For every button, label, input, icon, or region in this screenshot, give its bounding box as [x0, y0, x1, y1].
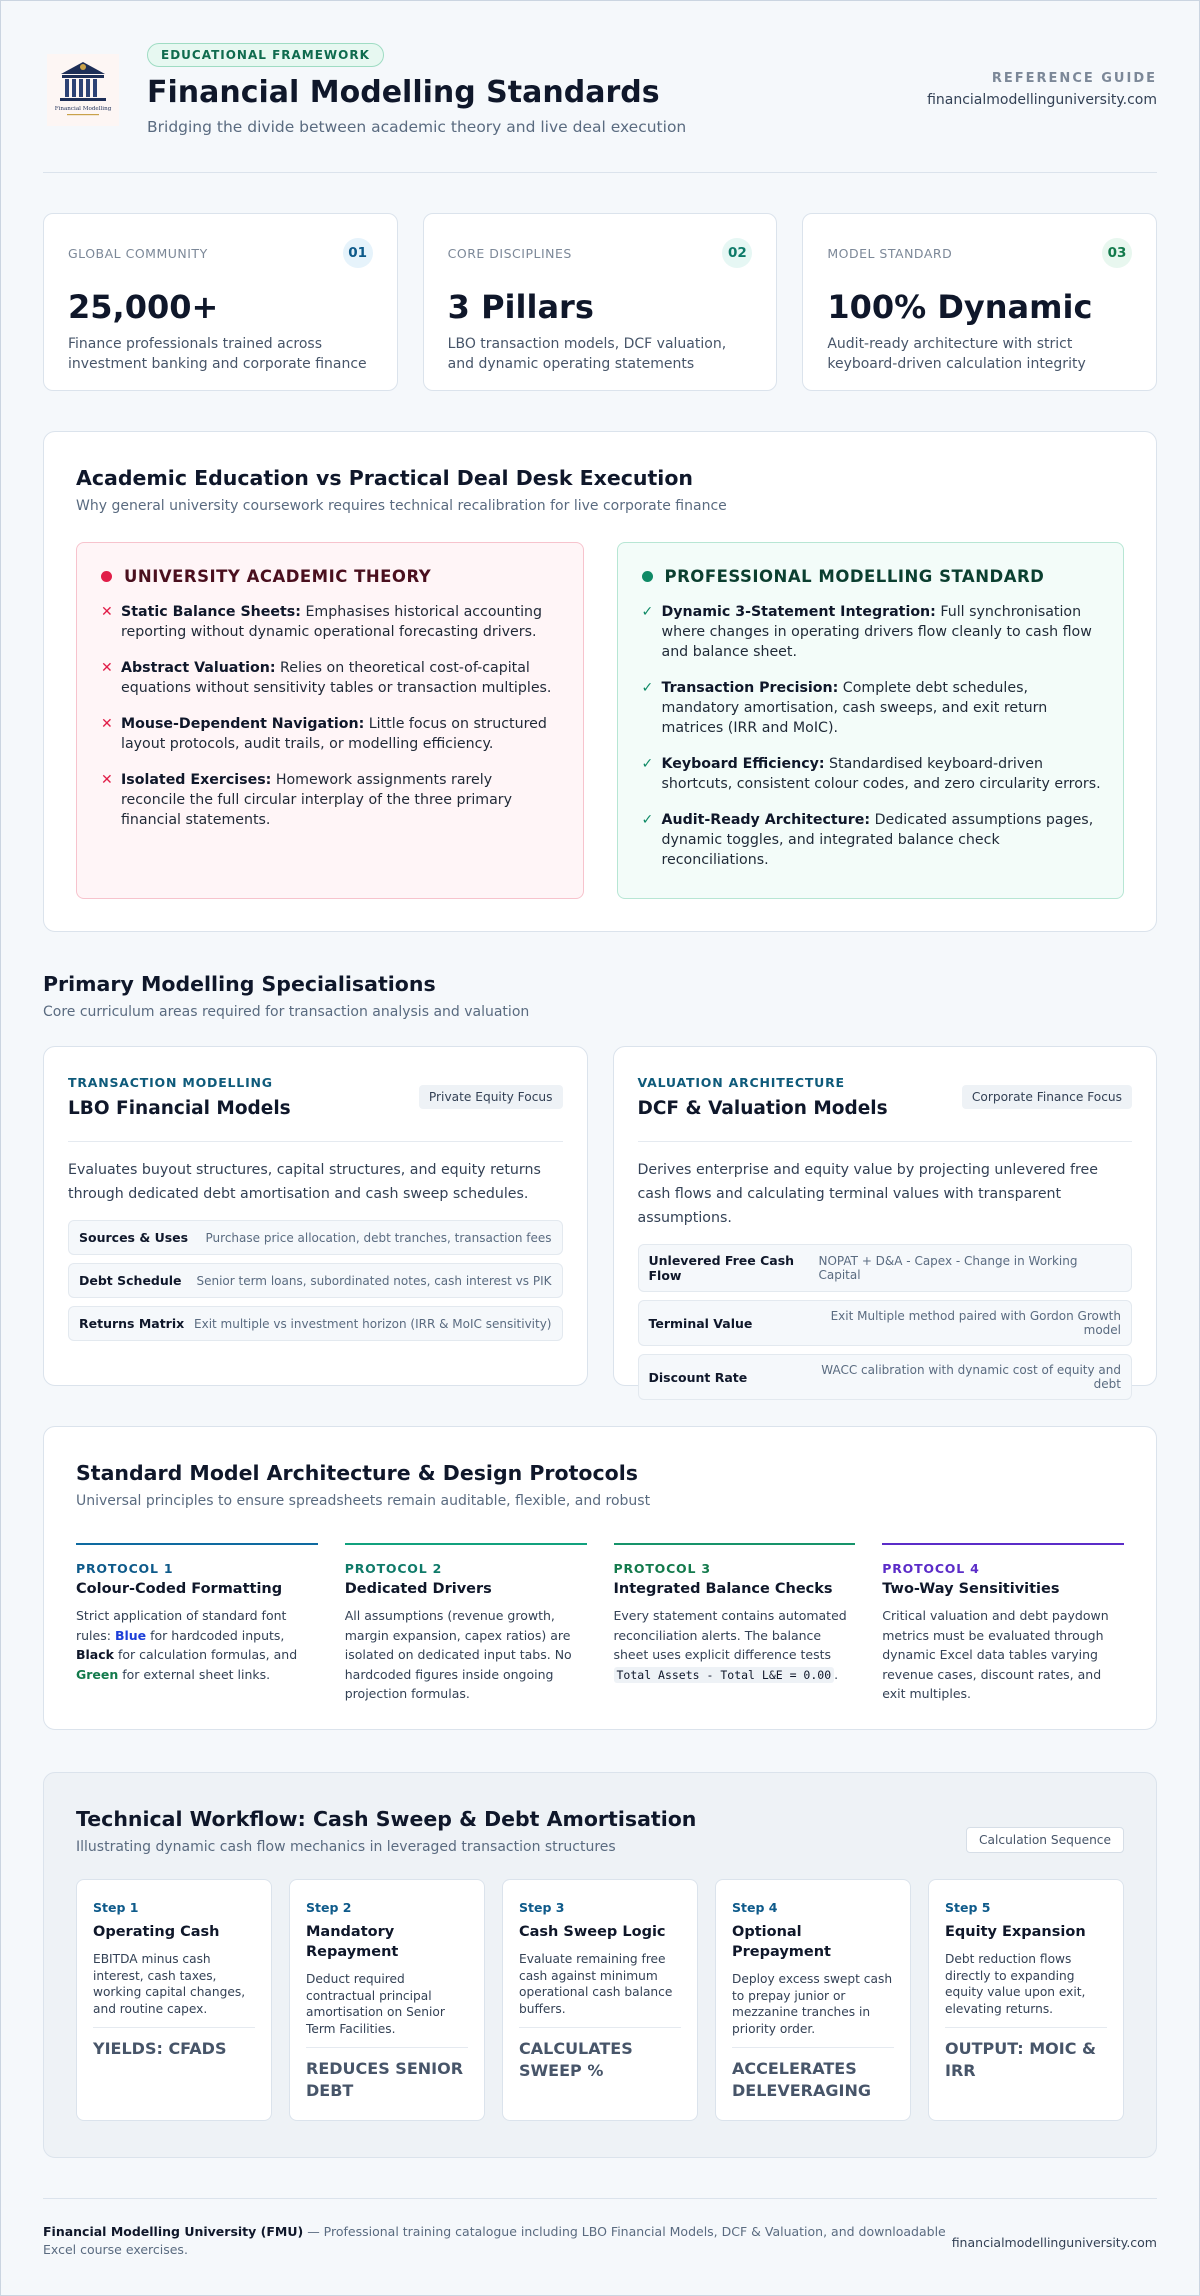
red-dot-icon [101, 571, 112, 582]
protocol-title: Colour-Coded Formatting [76, 1581, 283, 1597]
lbo-card [43, 1046, 588, 1386]
academic-theory-column [76, 542, 584, 899]
row-key: Debt Schedule [79, 1273, 182, 1288]
section-title: Primary Modelling Specialisations [43, 972, 436, 996]
specialisations-section [43, 972, 1157, 1391]
protocol-title: Two-Way Sensitivities [882, 1581, 1060, 1597]
calculation-sequence-pill: Calculation Sequence [966, 1827, 1124, 1853]
cross-icon: ✕ [101, 604, 113, 620]
protocol-description: Critical valuation and debt paydown metrics must be evaluated through dynamic Excel data tables varying revenue cases, discount rates, and exit multiples. [882, 1608, 1109, 1701]
stat-value: 100% Dynamic [827, 288, 1093, 326]
step-output: CALCULATES SWEEP % [519, 2039, 633, 2080]
step-description: EBITDA minus cash interest, cash taxes, working capital changes, and routine capex. [93, 1951, 255, 2028]
step-description: Deduct required contractual principal amortisation on Senior Term Facilities. [306, 1971, 468, 2048]
card-kicker: VALUATION ARCHITECTURE [637, 1075, 845, 1090]
step-title: Equity Expansion [945, 1924, 1086, 1940]
blue-text-label: Blue [114, 1627, 147, 1643]
section-subtitle: Why general university coursework requires technical recalibration for live corporate finance [76, 498, 727, 514]
stat-number-badge: 03 [1102, 238, 1132, 268]
stat-label: GLOBAL COMMUNITY [68, 245, 208, 261]
step-description: Debt reduction flows directly to expanding equity value upon exit, elevating returns. [945, 1951, 1107, 2028]
item-text: Mouse-Dependent Navigation: Little focus on structured layout protocols, audit trails, or modelling efficiency. [121, 716, 547, 752]
step-number: Step 5 [945, 1900, 991, 1915]
balance-check-formula: Total Assets - Total L&E = 0.00 [614, 1667, 835, 1683]
stat-value: 3 Pillars [447, 288, 594, 326]
check-icon: ✓ [641, 812, 654, 828]
item-text: Audit-Ready Architecture: Dedicated assumptions pages, dynamic toggles, and integrated balance check reconciliations. [661, 812, 1094, 868]
footer-site-link[interactable]: financialmodellinguniversity.com [951, 2235, 1157, 2250]
section-subtitle: Universal principles to ensure spreadsheets remain auditable, flexible, and robust [76, 1493, 651, 1509]
comparison-item [642, 754, 1102, 794]
reference-label: REFERENCE GUIDE [991, 71, 1157, 86]
protocol-description: All assumptions (revenue growth, margin expansion, capex ratios) are isolated on dedicated input tabs. No hardcoded figures inside ongoing projection formulas. [344, 1608, 572, 1701]
framework-badge: EDUCATIONAL FRAMEWORK [147, 43, 384, 67]
comparison-item [642, 602, 1102, 662]
item-text: Transaction Precision: Complete debt schedules, mandatory amortisation, cash sweeps, and exit return matrices (IRR and MoIC). [661, 680, 1048, 736]
step-number: Step 1 [93, 1900, 139, 1915]
row-key: Unlevered Free Cash Flow [648, 1253, 795, 1283]
check-icon: ✓ [641, 756, 654, 772]
stat-description: LBO transaction models, DCF valuation, and dynamic operating statements [447, 336, 727, 372]
footer-org: Financial Modelling University (FMU) [43, 2224, 304, 2239]
check-icon: ✓ [641, 604, 654, 620]
detail-row [638, 1300, 1133, 1346]
protocol-kicker: PROTOCOL 3 [613, 1561, 711, 1576]
row-value: WACC calibration with dynamic cost of equity and debt [821, 1363, 1121, 1391]
row-key: Discount Rate [648, 1369, 748, 1385]
row-key: Sources & Uses [79, 1230, 189, 1245]
stat-description: Finance professionals trained across investment banking and corporate finance [68, 336, 367, 372]
stat-number-badge: 02 [722, 238, 752, 268]
detail-row [68, 1306, 563, 1341]
protocol-kicker: PROTOCOL 2 [344, 1561, 443, 1576]
step-number: Step 3 [519, 1900, 565, 1915]
black-text-label: Black [76, 1647, 114, 1662]
detail-row [68, 1220, 563, 1255]
cross-icon: ✕ [101, 716, 113, 732]
stat-label: MODEL STANDARD [827, 245, 953, 261]
step-output: OUTPUT: MOIC & IRR [945, 2039, 1096, 2080]
comparison-section [43, 431, 1157, 932]
stat-description: Audit-ready architecture with strict keyboard-driven calculation integrity [827, 336, 1086, 372]
step-output: REDUCES SENIOR DEBT [306, 2059, 464, 2100]
card-title: LBO Financial Models [68, 1098, 291, 1119]
logo-text: Financial Modelling [54, 105, 112, 112]
check-icon: ✓ [641, 680, 654, 696]
section-subtitle: Core curriculum areas required for transaction analysis and valuation [43, 1004, 530, 1020]
stat-label: CORE DISCIPLINES [447, 245, 572, 261]
site-link[interactable]: financialmodellinguniversity.com [927, 92, 1157, 108]
comparison-item [101, 770, 561, 830]
column-heading: PROFESSIONAL MODELLING STANDARD [664, 567, 1045, 586]
workflow-section [43, 1772, 1157, 2158]
section-title: Standard Model Architecture & Design Protocols [76, 1461, 638, 1485]
workflow-step [502, 1879, 698, 2121]
protocol-kicker: PROTOCOL 1 [76, 1561, 174, 1576]
stat-card [802, 213, 1157, 391]
stat-card [423, 213, 778, 391]
step-title: Optional Prepayment [732, 1924, 831, 1960]
workflow-step [289, 1879, 485, 2121]
column-heading: UNIVERSITY ACADEMIC THEORY [124, 567, 432, 586]
cross-icon: ✕ [101, 660, 113, 676]
detail-row [638, 1354, 1133, 1400]
logo [43, 50, 123, 130]
section-title: Technical Workflow: Cash Sweep & Debt Amortisation [76, 1807, 697, 1831]
stat-number-badge: 01 [343, 238, 373, 268]
step-description: Evaluate remaining free cash against minimum operational cash balance buffers. [519, 1951, 681, 2028]
step-description: Deploy excess swept cash to prepay junior or mezzanine tranches in priority order. [732, 1971, 894, 2048]
focus-pill: Corporate Finance Focus [962, 1085, 1132, 1109]
cross-icon: ✕ [101, 772, 113, 788]
workflow-step [76, 1879, 272, 2121]
protocol-kicker: PROTOCOL 4 [882, 1561, 980, 1576]
page-title: Financial Modelling Standards [147, 75, 660, 110]
row-value: Senior term loans, subordinated notes, cash interest vs PIK [196, 1273, 552, 1288]
row-value: NOPAT + D&A - Capex - Change in Working Capital [818, 1254, 1078, 1282]
protocol-description: Strict application of standard font rules: Blue for hardcoded inputs, Black for calculation formulas, and Green for external sheet links. [76, 1608, 298, 1682]
protocol-card [614, 1543, 856, 1704]
card-title: DCF & Valuation Models [637, 1098, 888, 1119]
professional-standard-column [617, 542, 1125, 899]
workflow-step [928, 1879, 1124, 2121]
protocol-card [345, 1543, 587, 1704]
row-value: Exit multiple vs investment horizon (IRR & MoIC sensitivity) [194, 1316, 552, 1331]
section-subtitle: Illustrating dynamic cash flow mechanics in leveraged transaction structures [76, 1839, 616, 1855]
step-number: Step 2 [306, 1900, 352, 1915]
protocol-card [76, 1543, 318, 1704]
green-text-label: Green [76, 1666, 119, 1682]
comparison-item [101, 658, 561, 698]
footer-text: Financial Modelling University (FMU) — Professional training catalogue including LBO Financial Models, DCF & Valuation, and downloadable Excel course exercises. [43, 2224, 946, 2257]
step-title: Operating Cash [93, 1924, 220, 1940]
page-header [43, 1, 1157, 173]
step-title: Cash Sweep Logic [519, 1924, 666, 1940]
focus-pill: Private Equity Focus [419, 1085, 563, 1109]
page-footer [43, 2198, 1157, 2259]
step-output: ACCELERATES DELEVERAGING [732, 2059, 871, 2100]
card-kicker: TRANSACTION MODELLING [68, 1075, 273, 1090]
dcf-card [613, 1046, 1158, 1391]
item-text: Static Balance Sheets: Emphasises historical accounting reporting without dynamic operational forecasting drivers. [121, 604, 543, 640]
protocol-title: Dedicated Drivers [344, 1581, 492, 1597]
stat-value: 25,000+ [68, 288, 219, 326]
stats-row [43, 213, 1157, 391]
item-text: Abstract Valuation: Relies on theoretical cost-of-capital equations without sensitivity tables or transaction multiples. [121, 660, 552, 696]
row-value: Exit Multiple method paired with Gordon Growth model [830, 1309, 1121, 1337]
comparison-item [101, 714, 561, 754]
stat-card [43, 213, 398, 391]
step-title: Mandatory Repayment [306, 1924, 399, 1960]
page-subtitle: Bridging the divide between academic theory and live deal execution [147, 118, 687, 136]
comparison-item [642, 678, 1102, 738]
building-columns-logo-icon [47, 54, 119, 126]
section-title: Academic Education vs Practical Deal Desk Execution [76, 466, 693, 490]
green-dot-icon [642, 571, 653, 582]
detail-row [638, 1244, 1133, 1292]
row-value: Purchase price allocation, debt tranches, transaction fees [205, 1230, 552, 1245]
item-text: Keyboard Efficiency: Standardised keyboard-driven shortcuts, consistent colour codes, and zero circularity errors. [661, 756, 1101, 792]
protocols-section [43, 1426, 1157, 1730]
card-description: Evaluates buyout structures, capital structures, and equity returns through dedicated debt amortisation and cash sweep schedules. [68, 1162, 541, 1202]
protocol-card [882, 1543, 1124, 1704]
item-text: Isolated Exercises: Homework assignments rarely reconcile the full circular interplay of the three primary financial statements. [121, 772, 513, 828]
protocol-title: Integrated Balance Checks [613, 1581, 833, 1597]
card-description: Derives enterprise and equity value by projecting unlevered free cash flows and calculating terminal values with transparent assumptions. [637, 1162, 1098, 1226]
comparison-item [101, 602, 561, 642]
step-output: YIELDS: CFADS [93, 2039, 227, 2058]
row-key: Returns Matrix [79, 1316, 185, 1331]
detail-row [68, 1263, 563, 1298]
item-text: Dynamic 3-Statement Integration: Full synchronisation where changes in operating drivers flow cleanly to cash flow and balance sheet. [661, 604, 1092, 660]
workflow-step [715, 1879, 911, 2121]
protocol-description: Every statement contains automated reconciliation alerts. The balance sheet uses explicit difference tests Total Assets - Total L&E = 0.00 . [613, 1608, 847, 1682]
row-key: Terminal Value [648, 1315, 753, 1331]
step-number: Step 4 [732, 1900, 778, 1915]
comparison-item [642, 810, 1102, 870]
